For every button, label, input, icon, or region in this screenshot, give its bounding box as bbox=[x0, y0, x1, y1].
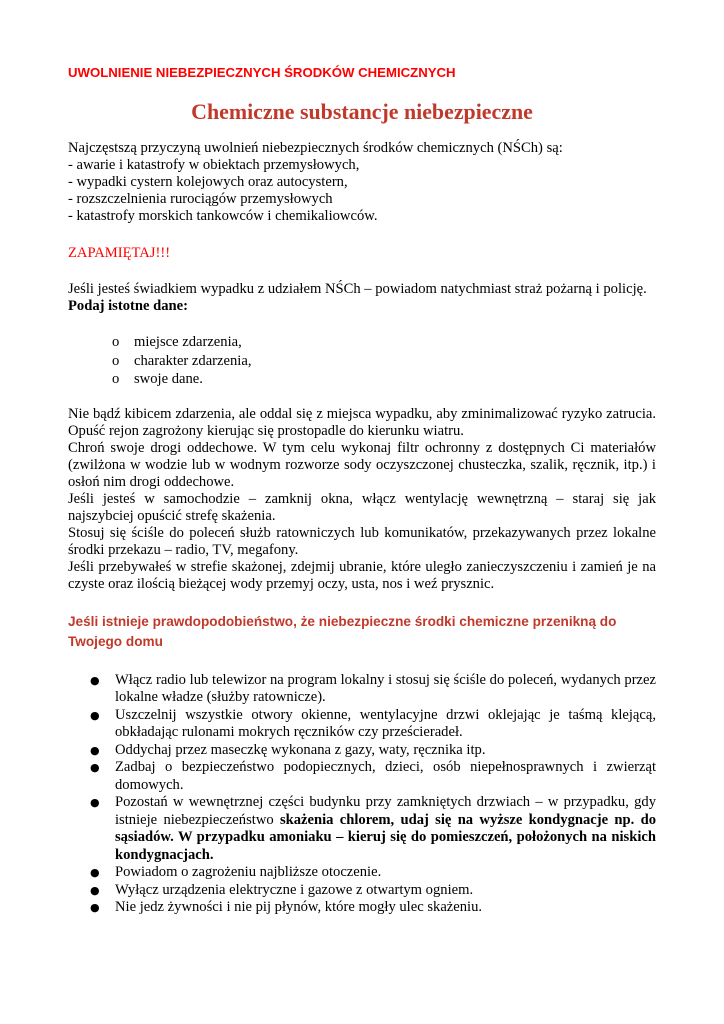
bullet-icon: ● bbox=[90, 761, 100, 774]
action-item bbox=[90, 864, 656, 882]
section-heading: Jeśli istnieje prawdopodobieństwo, że niebezpieczne środki chemiczne przenikną do Twojego domu bbox=[68, 613, 617, 649]
details-list-item bbox=[112, 352, 656, 371]
guidance-section bbox=[68, 406, 656, 593]
circle-bullet-icon: o bbox=[112, 352, 120, 369]
action-text: Włącz radio lub telewizor na program lokalny i stosuj się ściśle do poleceń, wydanych przez lokalne władze (służby ratownicze). bbox=[115, 671, 656, 705]
bullet-icon: ● bbox=[90, 796, 100, 809]
bullet-icon: ● bbox=[90, 866, 100, 879]
actions-list bbox=[68, 672, 656, 917]
bullet-icon: ● bbox=[90, 743, 100, 757]
action-text: Wyłącz urządzenia elektryczne i gazowe z otwartym ogniem. bbox=[115, 881, 474, 898]
action-item bbox=[90, 794, 656, 864]
guidance-paragraph: Stosuj się ściśle do poleceń służb ratowniczych lub komunikatów, przekazywanych przez lokalne środki przekazu – radio, TV, megafony. bbox=[68, 524, 656, 558]
bullet-icon: ● bbox=[90, 901, 100, 914]
details-item-text: charakter zdarzenia, bbox=[134, 352, 252, 369]
bullet-icon: ● bbox=[90, 883, 100, 897]
action-text: Zadbaj o bezpieczeństwo podopiecznych, dzieci, osób niepełnosprawnych i zwierząt domowych. bbox=[115, 759, 656, 793]
action-text: Pozostań w wewnętrznej części budynku przy zamkniętych drzwiach – w przypadku, gdy istnieje niebezpieczeństwo bbox=[115, 794, 656, 828]
action-item bbox=[90, 759, 656, 794]
bullet-icon: ● bbox=[90, 708, 100, 722]
action-text: Uszczelnij wszystkie otwory okienne, wentylacyjne drzwi oklejając je taśmą klejącą, obkładając rulonami mokrych ręczników czy prześcieradeł. bbox=[115, 706, 656, 740]
document-page bbox=[68, 64, 656, 917]
action-item bbox=[90, 707, 656, 742]
cause-item: - wypadki cystern kolejowych oraz autocystern, bbox=[68, 174, 348, 190]
witness-text: Jeśli jesteś świadkiem wypadku z udziałem NŚCh – powiadom natychmiast straż pożarną i policję. bbox=[68, 281, 647, 297]
action-item bbox=[90, 672, 656, 707]
details-list-item bbox=[112, 370, 656, 389]
bullet-icon: ● bbox=[90, 673, 100, 687]
remember-notice: ZAPAMIĘTAJ!!! bbox=[68, 245, 171, 261]
document-subtitle: Chemiczne substancje niebezpieczne bbox=[191, 99, 533, 124]
details-list-item bbox=[112, 333, 656, 352]
details-item-text: miejsce zdarzenia, bbox=[134, 334, 242, 350]
guidance-paragraph: Jeśli przebywałeś w strefie skażonej, zdejmij ubranie, które uległo zanieczyszczeniu i zamień je na czyste oraz ilością bieżącej wody przemyj oczy, usta, nos i weź prysznic. bbox=[68, 558, 656, 592]
details-list bbox=[68, 333, 656, 389]
cause-item: - katastrofy morskich tankowców i chemikaliowców. bbox=[68, 208, 378, 224]
details-item-text: swoje dane. bbox=[134, 371, 203, 387]
guidance-paragraph: Jeśli jesteś w samochodzie – zamknij okna, włącz wentylację wewnętrzną – staraj się jak najszybciej opuścić strefę skażenia. bbox=[68, 490, 656, 524]
guidance-paragraph: Nie bądź kibicem zdarzenia, ale oddal się z miejsca wypadku, aby zminimalizować ryzyko zatrucia. Opuść rejon zagrożony kierując się prostopadle do kierunku wiatru. bbox=[68, 405, 656, 439]
circle-bullet-icon: o bbox=[112, 334, 120, 350]
witness-section bbox=[68, 281, 656, 315]
action-item bbox=[90, 899, 656, 917]
document-title: UWOLNIENIE NIEBEZPIECZNYCH ŚRODKÓW CHEMICZNYCH bbox=[68, 65, 456, 80]
action-text: Powiadom o zagrożeniu najbliższe otoczenie. bbox=[115, 864, 382, 880]
action-bold-text: skażenia chlorem, udaj się na wyższe kondygnacje np. do sąsiadów. W przypadku amoniaku – kieruj się do pomieszczeń, położonych na niskich kondygnacjach. bbox=[115, 811, 656, 863]
guidance-paragraph: Chroń swoje drogi oddechowe. W tym celu wykonaj filtr ochronny z dostępnych Ci materiałów (zwilżona w wodzie lub w wodnym rozworze sody oczyszczonej chusteczka, szalik, ręcznik, itp.) i osłoń nim drogi oddechowe. bbox=[68, 439, 656, 490]
cause-item: - rozszczelnienia rurociągów przemysłowych bbox=[68, 191, 333, 207]
cause-item: - awarie i katastrofy w obiektach przemysłowych, bbox=[68, 157, 360, 173]
action-item bbox=[90, 882, 656, 900]
action-text: Nie jedz żywności i nie pij płynów, które mogły ulec skażeniu. bbox=[115, 899, 483, 915]
witness-bold-instruction: Podaj istotne dane: bbox=[68, 298, 188, 314]
action-text: Oddychaj przez maseczkę wykonana z gazy, waty, ręcznika itp. bbox=[115, 741, 486, 758]
circle-bullet-icon: o bbox=[112, 371, 120, 387]
intro-section bbox=[68, 140, 656, 225]
intro-lead: Najczęstszą przyczyną uwolnień niebezpiecznych środków chemicznych (NŚCh) są: bbox=[68, 140, 563, 156]
action-item bbox=[90, 742, 656, 760]
